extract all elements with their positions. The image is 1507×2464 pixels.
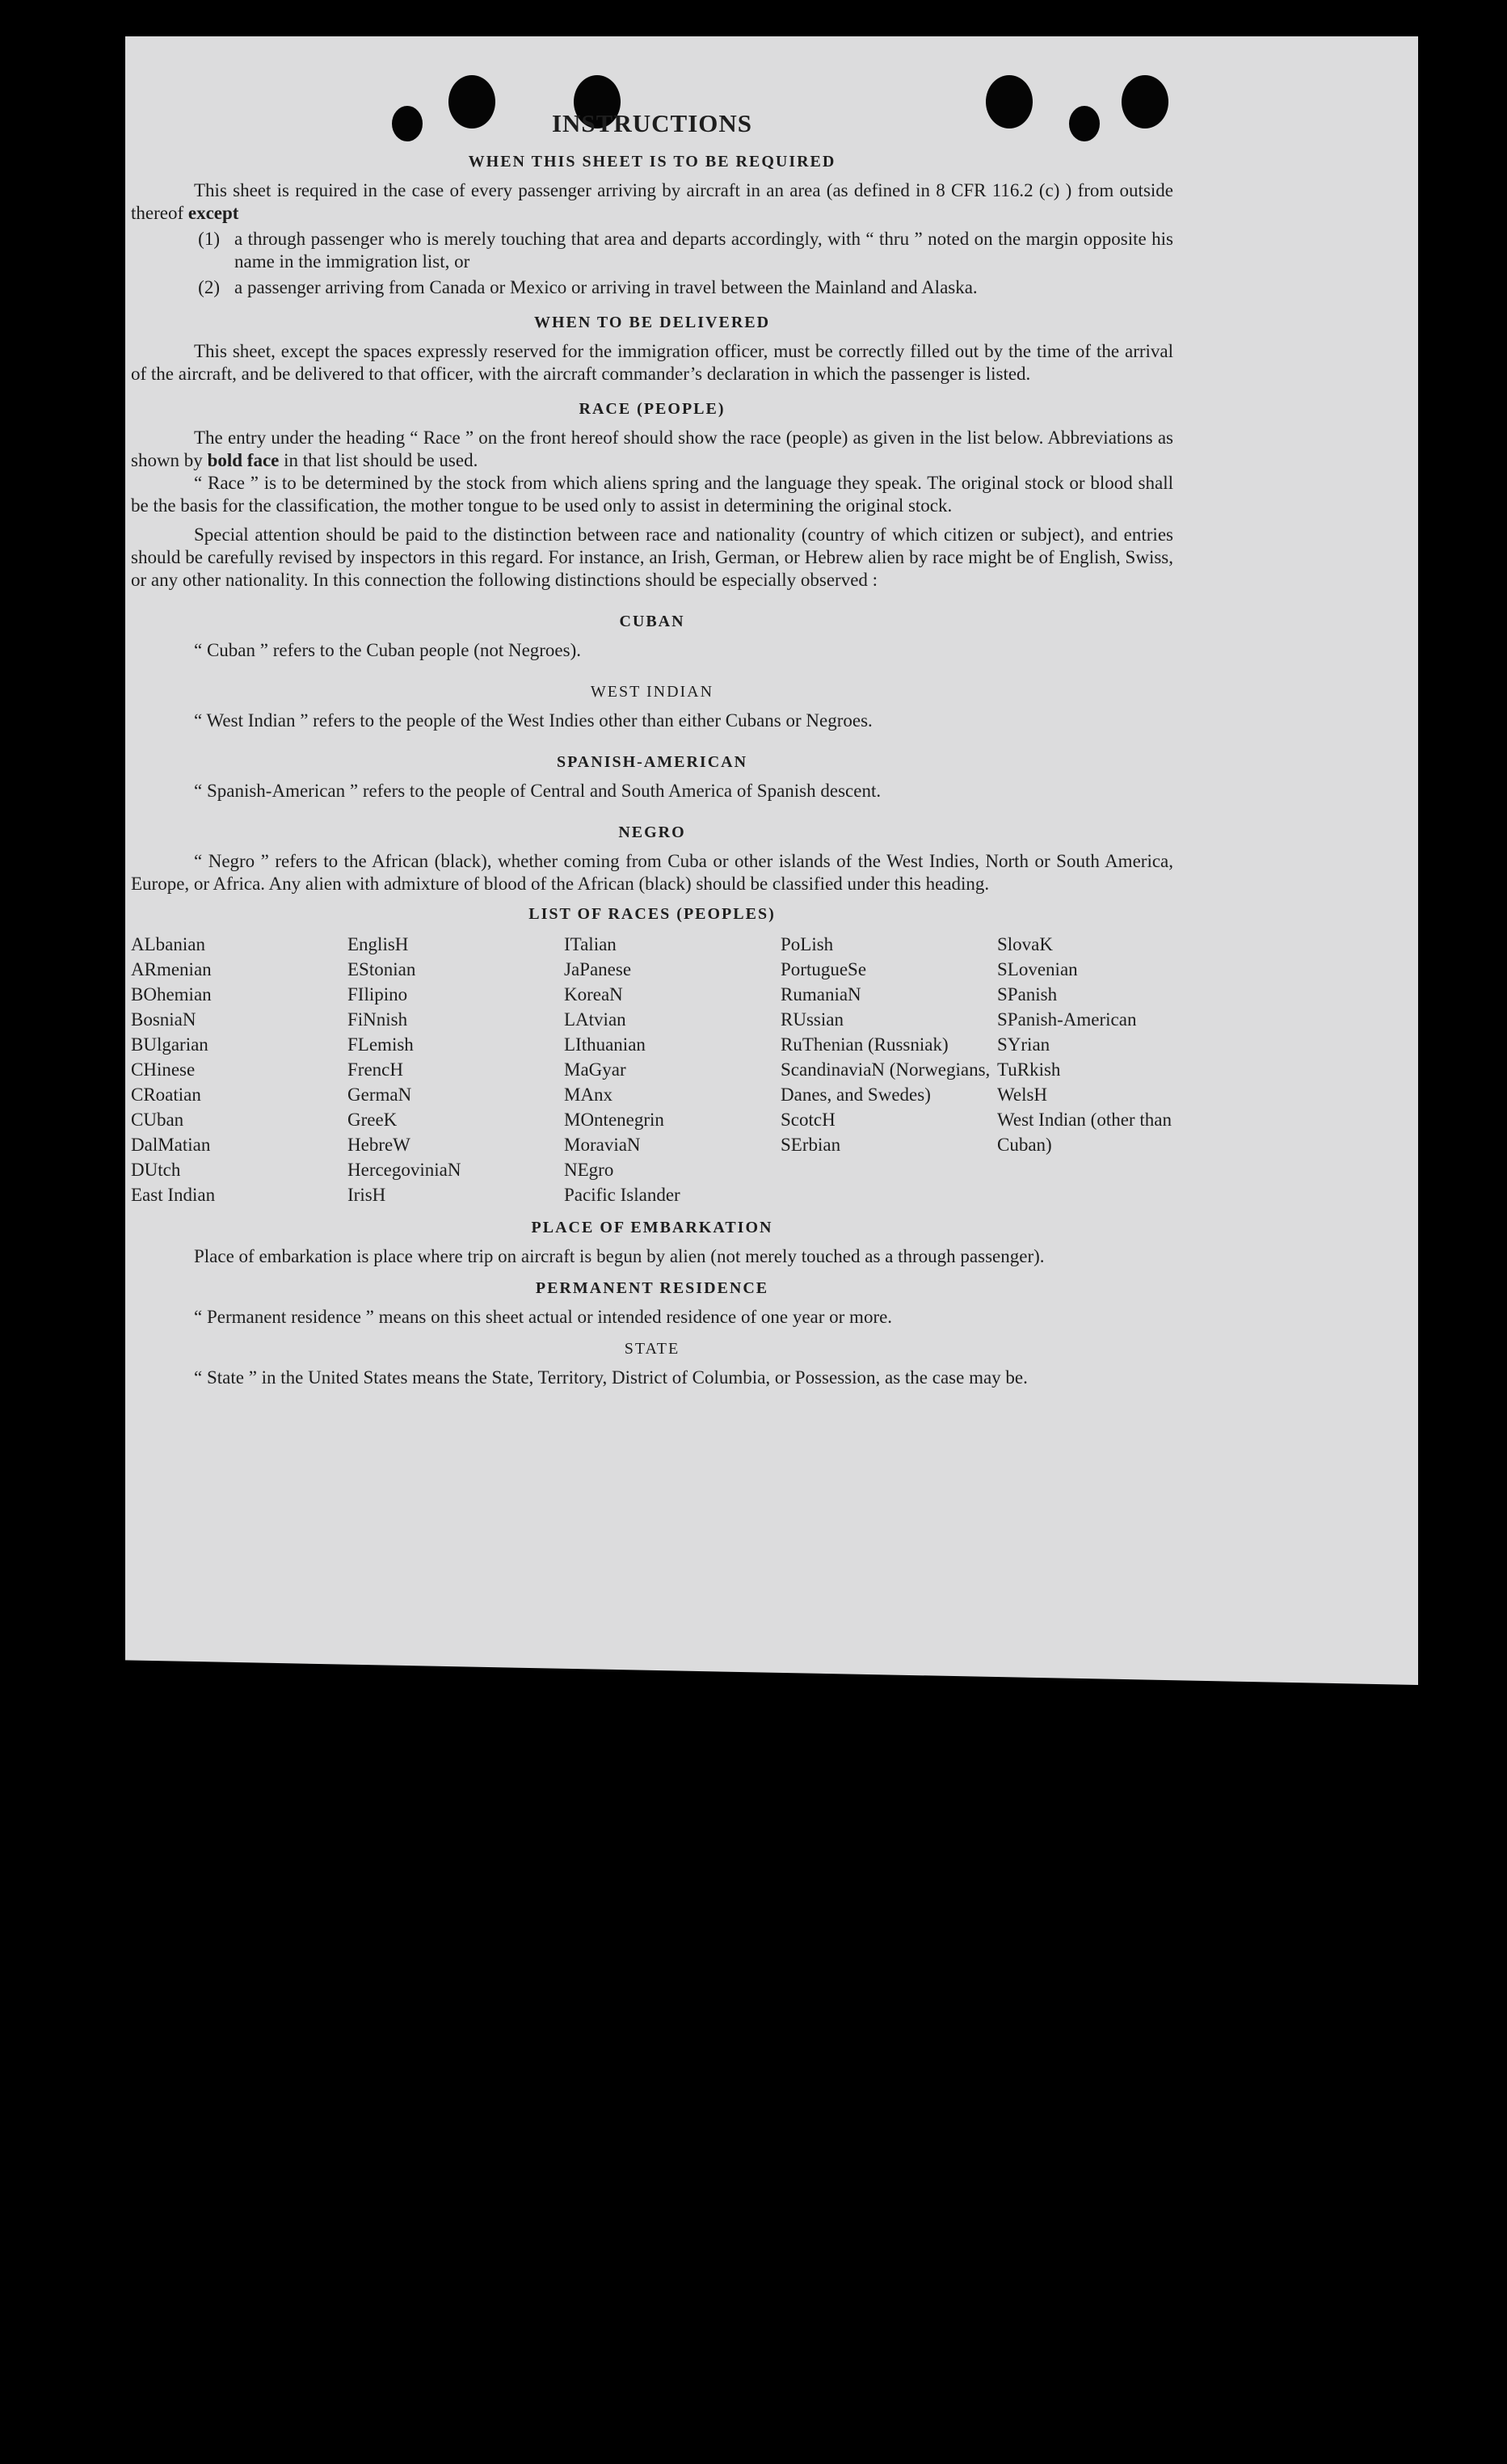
race-entry: ALbanian	[131, 934, 205, 954]
spanish-american-definition: “ Spanish-American ” refers to the people of Central and South America of Spanish descent.	[194, 781, 882, 801]
race-entry: SErbian	[781, 1135, 841, 1155]
required-intro-text: This sheet is required in the case of every passenger arriving by aircraft in an area (as defined in 8 CFR 116.2 (c) ) from outside thereof	[131, 180, 1173, 223]
spanish-american-heading: SPANISH-AMERICAN	[556, 753, 748, 771]
races-heading: LIST OF RACES (PEOPLES)	[528, 905, 776, 923]
race-entry: PortugueSe	[781, 959, 867, 979]
race-entry: RumaniaN	[781, 984, 861, 1005]
page-title: INSTRUCTIONS	[551, 109, 752, 137]
exception-text: a through passenger who is merely touching that area and departs accordingly, with “ thru ” noted on the margin opposite his name in the immigration list, or	[234, 229, 1173, 272]
race-entry: LIthuanian	[564, 1034, 646, 1055]
section-heading-delivered: WHEN TO BE DELIVERED	[533, 314, 771, 331]
race-entry: DalMatian	[131, 1135, 211, 1155]
race-p1-bold: bold face	[207, 450, 280, 470]
race-entry: FIlipino	[347, 984, 408, 1005]
races-column	[997, 932, 1173, 1207]
race-entry: HercegoviniaN	[347, 1160, 461, 1180]
required-intro-bold: except	[187, 203, 239, 223]
race-entry: WelsH	[997, 1085, 1048, 1105]
race-entry: MoraviaN	[564, 1135, 641, 1155]
residence-definition: “ Permanent residence ” means on this sheet actual or intended residence of one year or more.	[194, 1307, 893, 1327]
race-entry: ScandinaviaN (Norwegians, Danes, and Swedes)	[781, 1059, 991, 1105]
west-indian-heading: WEST INDIAN	[590, 683, 714, 701]
race-entry: FiNnish	[347, 1009, 408, 1030]
race-paragraph-3: Special attention should be paid to the distinction between race and nationality (country of which citizen or subject), and entries should be carefully revised by inspectors in this regard. For instance, an Irish, German, or Hebrew alien by race might be of English, Swiss, or any other nationality. In this connection the following distinctions should be especially observed :	[131, 524, 1173, 590]
exception-item	[131, 276, 1173, 299]
race-entry: GermaN	[347, 1085, 412, 1105]
residence-heading: PERMANENT RESIDENCE	[535, 1279, 769, 1297]
race-entry: East Indian	[131, 1185, 216, 1205]
race-entry: EStonian	[347, 959, 416, 979]
race-entry: FLemish	[347, 1034, 414, 1055]
race-entry: CRoatian	[131, 1085, 201, 1105]
race-entry: RuThenian (Russniak)	[781, 1034, 949, 1055]
race-entry: BUlgarian	[131, 1034, 208, 1055]
race-entry: EnglisH	[347, 934, 409, 954]
delivered-text: This sheet, except the spaces expressly reserved for the immigration officer, must be correctly filled out by the time of the arrival of the aircraft, and be delivered to that officer, with the aircraft commander’s declaration in which the passenger is listed.	[131, 341, 1173, 384]
negro-definition: “ Negro ” refers to the African (black), whether coming from Cuba or other islands of the West Indies, North or South America, Europe, or Africa. Any alien with admixture of blood of the African (black) should be classified under this heading.	[131, 851, 1173, 894]
race-entry: FrencH	[347, 1059, 403, 1080]
race-entry: MaGyar	[564, 1059, 626, 1080]
race-entry: BOhemian	[131, 984, 212, 1005]
race-entry: ScotcH	[781, 1110, 836, 1130]
negro-heading: NEGRO	[618, 823, 686, 841]
race-entry: BosniaN	[131, 1009, 196, 1030]
races-column	[781, 932, 997, 1207]
races-list	[131, 932, 1173, 1207]
races-column	[564, 932, 781, 1207]
race-entry: SPanish	[997, 984, 1058, 1005]
cuban-heading: CUBAN	[619, 613, 685, 630]
race-entry: IrisH	[347, 1185, 386, 1205]
race-entry: TuRkish	[997, 1059, 1061, 1080]
race-p1-text: The entry under the heading “ Race ” on the front hereof should show the race (people) as given in the list below. Abbreviations as shown by	[131, 428, 1173, 470]
race-entry: Pacific Islander	[564, 1185, 680, 1205]
race-entry: MOntenegrin	[564, 1110, 664, 1130]
instructions-content	[131, 109, 1173, 1389]
race-entry: CUban	[131, 1110, 184, 1130]
race-entry: SPanish-American	[997, 1009, 1137, 1030]
race-paragraph-2: “ Race ” is to be determined by the stock from which aliens spring and the language they speak. The original stock or blood shall be the basis for the classification, the mother tongue to be used only to assist in determining the original stock.	[131, 473, 1173, 516]
embarkation-definition: Place of embarkation is place where trip on aircraft is begun by alien (not merely touched as a through passenger).	[194, 1246, 1045, 1266]
race-entry: SlovaK	[997, 934, 1053, 954]
black-background	[0, 1685, 1507, 2464]
race-entry: ARmenian	[131, 959, 212, 979]
exception-number: (2)	[198, 277, 220, 297]
embarkation-heading: PLACE OF EMBARKATION	[531, 1219, 773, 1236]
section-heading-race: RACE (PEOPLE)	[579, 400, 726, 418]
state-definition: “ State ” in the United States means the State, Territory, District of Columbia, or Possession, as the case may be.	[194, 1367, 1028, 1388]
west-indian-definition: “ West Indian ” refers to the people of the West Indies other than either Cubans or Negroes.	[194, 710, 873, 731]
exception-text: a passenger arriving from Canada or Mexico or arriving in travel between the Mainland and Alaska.	[234, 277, 978, 297]
race-entry: RUssian	[781, 1009, 844, 1030]
race-entry: GreeK	[347, 1110, 398, 1130]
race-entry: CHinese	[131, 1059, 196, 1080]
race-entry: NEgro	[564, 1160, 614, 1180]
races-column	[347, 932, 564, 1207]
race-entry: DUtch	[131, 1160, 181, 1180]
race-entry: HebreW	[347, 1135, 410, 1155]
race-entry: ITalian	[564, 934, 617, 954]
cuban-definition: “ Cuban ” refers to the Cuban people (not Negroes).	[194, 640, 582, 660]
race-entry: SLovenian	[997, 959, 1078, 979]
race-paragraph-1	[131, 427, 1173, 472]
exception-number: (1)	[198, 229, 220, 249]
race-entry: LAtvian	[564, 1009, 626, 1030]
race-entry: MAnx	[564, 1085, 613, 1105]
race-entry: PoLish	[781, 934, 834, 954]
required-intro	[131, 179, 1173, 225]
exception-item	[131, 228, 1173, 273]
race-entry: SYrian	[997, 1034, 1050, 1055]
section-heading-required: WHEN THIS SHEET IS TO BE REQUIRED	[468, 153, 836, 171]
race-entry: KoreaN	[564, 984, 623, 1005]
state-heading: STATE	[624, 1340, 680, 1358]
race-entry: West Indian (other than Cuban)	[997, 1110, 1172, 1155]
races-column	[131, 932, 347, 1207]
race-entry: JaPanese	[564, 959, 632, 979]
race-p1-after: in that list should be used.	[284, 450, 478, 470]
